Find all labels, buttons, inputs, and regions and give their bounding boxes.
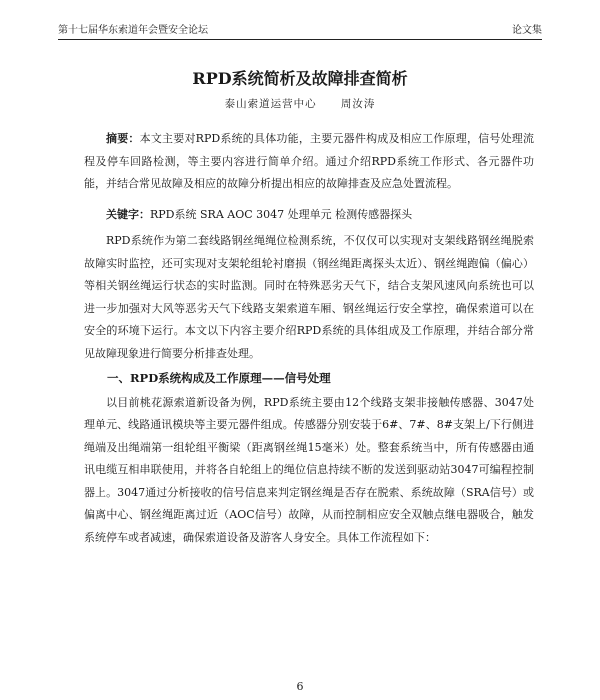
keywords-text: RPD系统 SRA AOC 3047 处理单元 检测传感器探头 <box>150 207 413 221</box>
paper-title: RPD系统简析及故障排查简析 <box>192 69 408 88</box>
intro-paragraph: RPD系统作为第二套线路钢丝绳绳位检测系统，不仅仅可以实现对支架线路钢丝绳脱索故障实时监控，还可实现对支架轮组轮衬磨损（钢丝绳距离探头太近）、钢丝绳跑偏（偏心）等相关钢丝绳运行状态的实时监测。同时在特殊恶劣天气下，结合支架风速风向系统也可以进一步加强对大风等恶劣天气下线路支架索道车厢、钢丝绳运行安全掌控，确保索道可以在安全的环境下运行。本文以下内容主要介绍RPD系统的具体组成及工作原理，并结合部分常见故障现象进行简要分析排查处理。 <box>84 234 534 360</box>
paper-body <box>84 128 534 549</box>
page-number: 6 <box>296 680 304 693</box>
author-name: 周汝涛 <box>340 98 376 110</box>
abstract <box>84 128 534 196</box>
section-paragraph: 以目前桃花源索道新设备为例，RPD系统主要由12个线路支架非接触传感器、3047处理单元、线路通讯模块等主要元器件组成。传感器分别安装于6#、7#、8#支架上/下行侧进绳端及出绳端第一组轮组平衡梁（距离钢丝绳15毫米）处。整套系统当中，所有传感器由通讯电缆互相串联使用，并将各自轮组上的绳位信息持续不断的发送到驱动站3047可编程控制器上。3047通过分析接收的信号信息来判定钢丝绳是否存在脱索、系统故障（SRA信号）或偏离中心、钢丝绳距离过近（AOC信号）故障，从而控制相应安全双触点继电器吸合，触发系统停车或者减速，确保索道设备及游客人身安全。具体工作流程如下： <box>84 395 534 544</box>
section-heading: 一、RPD系统构成及工作原理——信号处理 <box>107 371 331 385</box>
abstract-text: 本文主要对RPD系统的具体功能，主要元器件构成及相应工作原理，信号处理流程及停车回路检测，等主要内容进行简单介绍。通过介绍RPD系统工作形式、各元器件功能，并结合常见故障及相应的故障分析提出相应的故障排查及应急处置流程。 <box>84 132 534 190</box>
keywords-label: 关键字： <box>106 207 150 221</box>
running-header <box>58 18 542 40</box>
header-conference: 第十七届华东索道年会暨安全论坛 <box>58 25 208 36</box>
header-collection: 论文集 <box>512 25 542 36</box>
author-organization: 泰山索道运营中心 <box>224 98 317 110</box>
author-line <box>0 96 600 111</box>
abstract-label: 摘要： <box>106 132 140 145</box>
keywords <box>84 204 534 227</box>
